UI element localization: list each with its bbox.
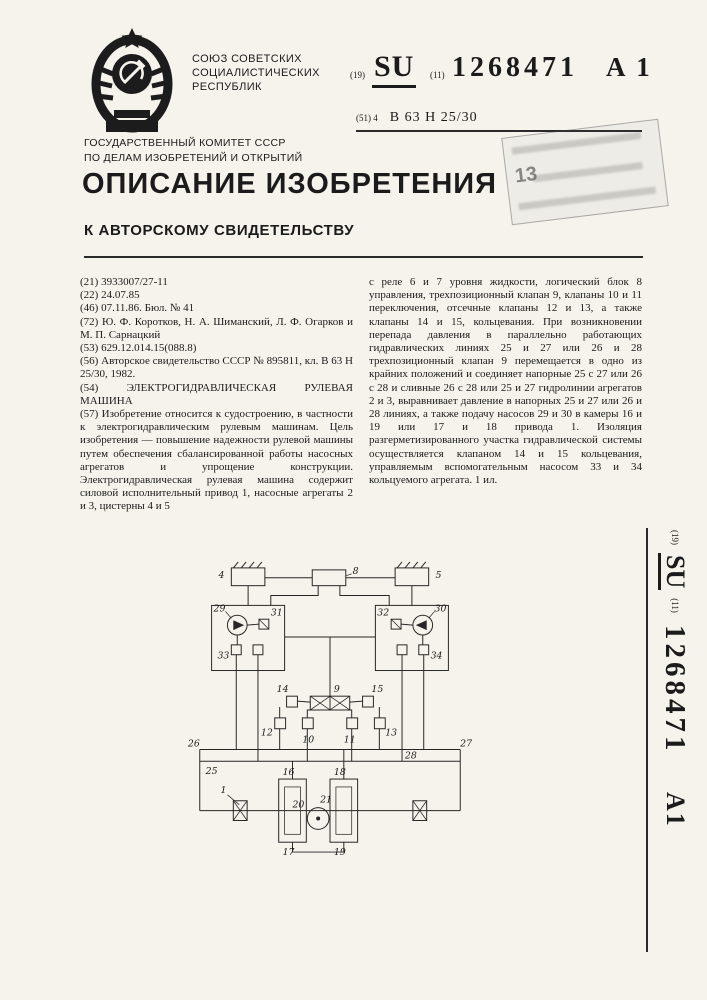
code-51: (51) 4 [356,113,378,123]
stamp-smudge [533,162,643,182]
stamp-smudge [512,132,642,155]
document-title: ОПИСАНИЕ ИЗОБРЕТЕНИЯ [82,168,497,200]
margin-rule [646,528,648,952]
valve-11 [347,718,358,729]
valve-10 [302,718,313,729]
diagram-label: 18 [333,767,346,779]
field-53: (53) 629.12.014.15(088.8) [80,342,197,355]
field-72: (72) Ю. Ф. Коротков, Н. А. Шиманский, Л. Ф. Огарков и М. П. Сарнацкий [80,315,353,341]
stamp-number: 13 [513,162,539,188]
diagram-label: 32 [377,607,390,619]
publication-number: 1268471 [452,52,578,83]
field-56: (56) Авторское свидетельство СССР № 895811, кл. В 63 Н 25/30, 1982. [80,355,353,381]
side-code-19: (19) [670,530,680,545]
diagram-label: 5 [435,569,442,581]
abstract-columns [80,276,643,514]
diagram-label: 28 [404,750,417,762]
side-identifier [650,530,700,970]
diagram-label: 27 [460,738,473,750]
diagram-label: 34 [430,650,443,662]
diagram-label: 30 [434,603,447,615]
figure-1 [182,556,478,862]
diagram-label: 15 [371,684,384,696]
coat-of-arms-graphic [84,26,180,140]
valve-14 [287,696,298,707]
field-57-abstract: (57) Изобретение относится к судостроению, в частности к электрогидравлическим рулевым машинам. Цель изобретения — повышение надежности рулевой машины путем обеспечения сбалансированной работы насосных агрегатов и упрощение конструкции. Электрогидравлическая рулевая машина содержит силовой исполнительный привод 1, насосные агрегаты 2 и 3, цистерны 4 и 5 [80,408,353,513]
library-stamp [501,119,669,226]
diagram-svg [182,556,478,862]
diagram-label: 1 [220,784,227,796]
union-line-3: РЕСПУБЛИК [192,81,262,93]
diagram-label: 19 [333,847,346,859]
diagram-label: 16 [282,767,295,779]
valve-15 [363,696,374,707]
right-column [369,276,642,514]
field-22: (22) 24.07.85 [80,289,140,302]
diagram-label: 13 [385,727,398,739]
control-block-8 [312,570,346,586]
document-subtitle: К АВТОРСКОМУ СВИДЕТЕЛЬСТВУ [84,222,355,239]
committee-name [84,136,302,166]
abstract-continuation: с реле 6 и 7 уровня жидкости, логический блок 8 управления, трехпозиционный клапан 9, клапаны 10 и 11 переключения, отсечные клапаны 12 и 13, а также клапаны 14 и 15, кольцевания. При возникновении перепада давления в параллельно работающих гидравлических линиях 25 и 27 или 26 и 28 трехпозиционный клапан 9 перемещается в одно из крайних положений и соединяет напорные 25 с 27 или 26 с 28 и сливные 26 с 28 или 25 и 27 гидролинии агрегатов 2 и 3, выравнивает давление в напорных 25 и 27 или 26 и 28 линиях, а также подачу насосов 29 и 30 в камеры 16 и 19 или 17 и 18 привода 1. Изоляция разгерметизированного участка гидравлической системы осуществляется клапаном 14 и 15 кольцевания, управляемым вспомогательным насосом 33 и 34 кольцуемого агрегата. 1 ил. [369,276,642,487]
diagram-label: 11 [343,734,356,746]
code-19: (19) [350,70,365,80]
tank-4 [231,568,265,586]
diagram-label: 8 [352,565,359,577]
valve-13 [374,718,385,729]
union-line-1: СОЮЗ СОВЕТСКИХ [192,53,302,65]
diagram-label: 4 [218,569,225,581]
side-su-mark: SU [658,553,690,590]
ipc-class: В 63 Н 25/30 [389,110,478,125]
side-publication-number: 1268471 [659,624,691,755]
diagram-label: 20 [292,799,305,811]
stamp-smudge [518,187,656,211]
diagram-label: 9 [333,684,340,696]
committee-line-2: ПО ДЕЛАМ ИЗОБРЕТЕНИЙ И ОТКРЫТИЙ [84,152,303,164]
code-11: (11) [430,70,445,80]
union-line-2: СОЦИАЛИСТИЧЕСКИХ [192,67,320,79]
field-54-title: (54) ЭЛЕКТРОГИДРАВЛИЧЕСКАЯ РУЛЕВАЯ МАШИНА [80,381,353,407]
field-46: (46) 07.11.86. Бюл. № 41 [80,302,195,315]
diagram-label: 29 [213,603,226,615]
su-country-mark: SU [372,50,416,88]
side-kind-code: А1 [661,792,690,829]
diagram-label: 12 [260,727,273,739]
union-name [192,52,320,94]
diagram-label: 10 [302,734,315,746]
diagram-label: 14 [276,684,289,696]
ussr-coat-of-arms-icon [84,26,180,140]
field-21: (21) 3933007/27-11 [80,276,168,288]
tank-5 [395,568,429,586]
committee-line-1: ГОСУДАРСТВЕННЫЙ КОМИТЕТ СССР [84,137,286,149]
kind-code: А 1 [606,52,652,82]
diagram-label: 31 [270,607,283,619]
diagram-label: 25 [205,766,218,778]
diagram-label: 33 [217,650,230,662]
diagram-label: 26 [187,738,200,750]
header-divider [84,256,643,258]
diagram-label: 17 [282,847,295,859]
left-column [80,276,353,514]
diagram-label: 21 [320,794,333,806]
valve-12 [275,718,286,729]
side-code-11: (11) [670,598,680,613]
